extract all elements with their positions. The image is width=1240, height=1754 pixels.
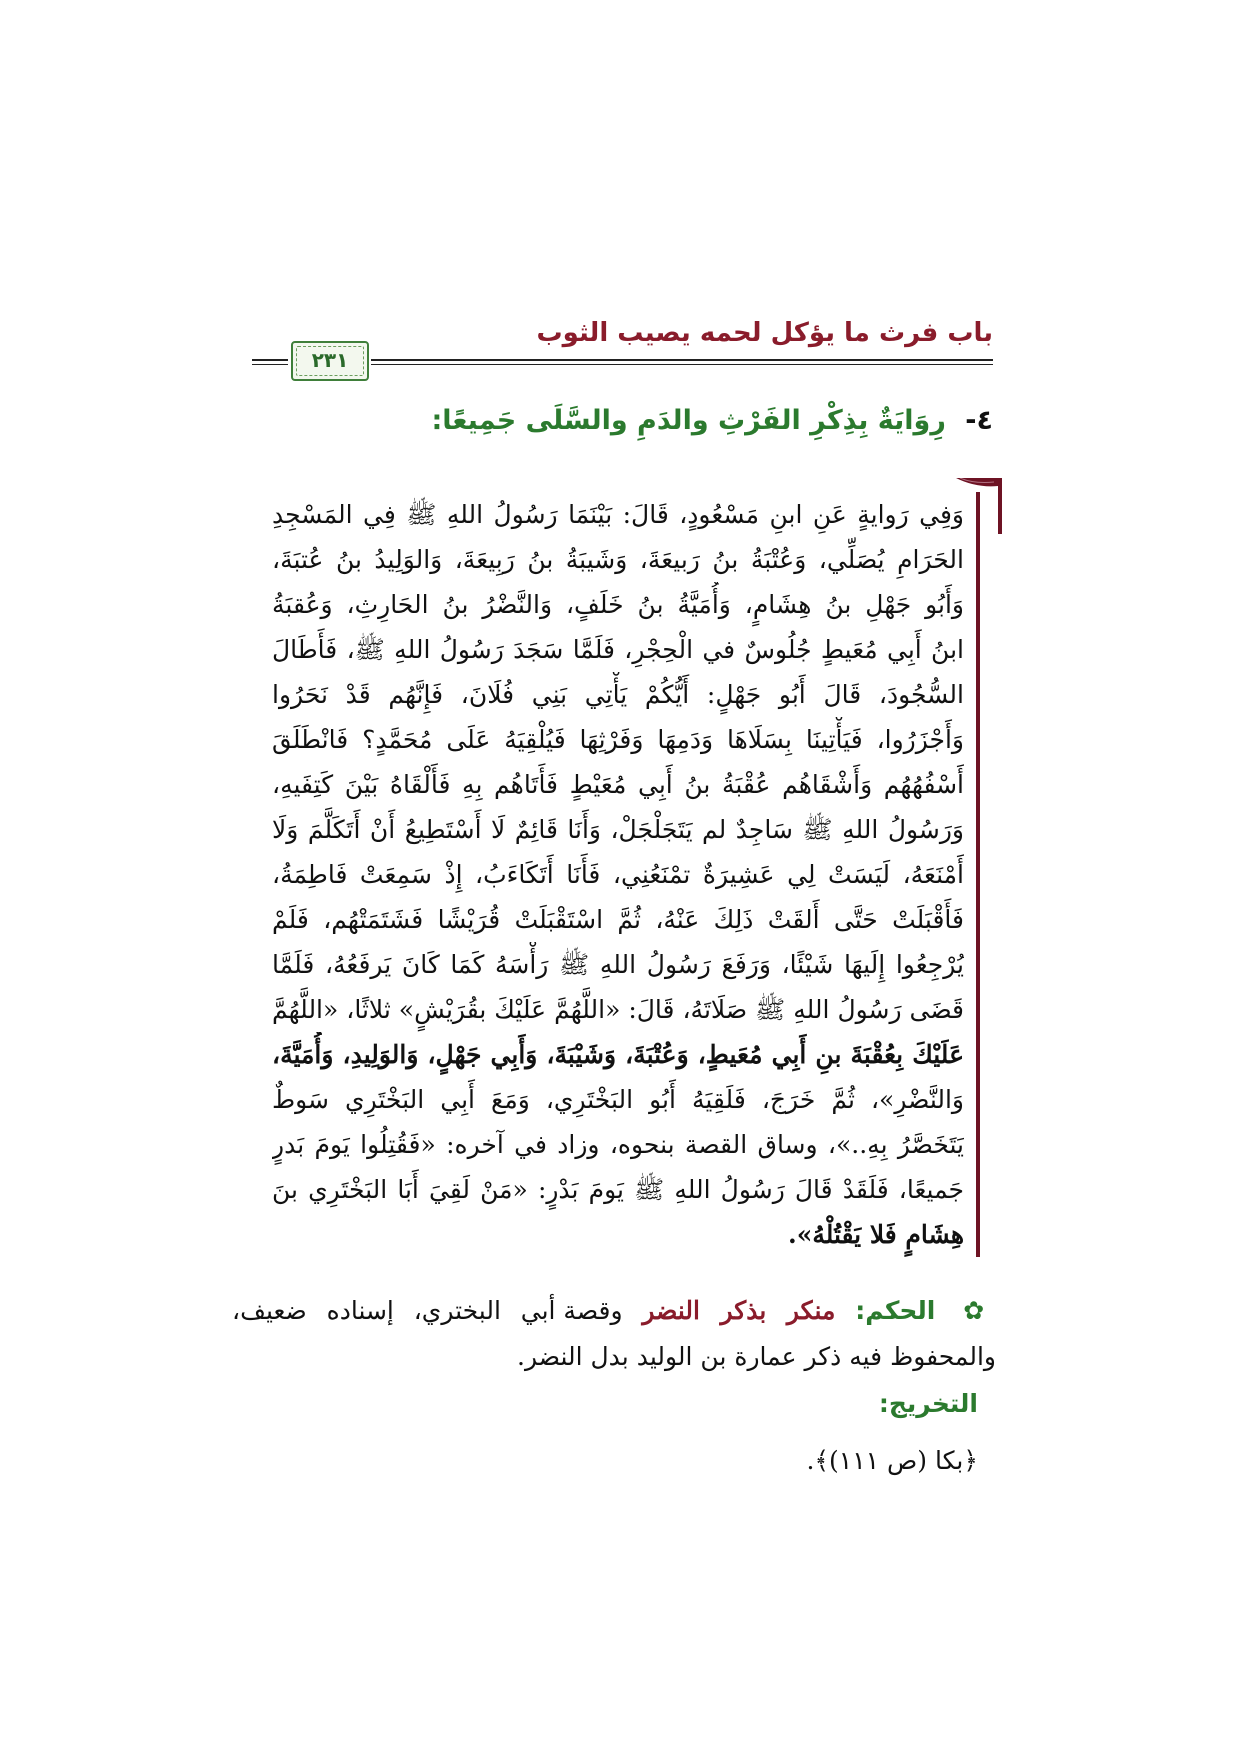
quote-line: يَتَخَصَّرُ بِهِ..»، وساق القصة بنحوه، وزاد في آخره: «فَقُتِلُوا يَومَ بَدرٍ [272, 1130, 964, 1159]
header-rule-thick [371, 359, 993, 361]
header-rule-thin [371, 364, 993, 365]
quote-line: الحَرَامِ يُصَلِّي، وَعُتْبَةُ بنُ رَبيعَةَ، وَشَيبَةُ بنُ رَبِيعَةَ، وَالوَلِيدُ بنُ عُتبَةَ، [272, 545, 964, 574]
quote-line: ابنُ أَبِي مُعَيطٍ جُلُوسٌ في الْحِجْرِ، فَلَمَّا سَجَدَ رَسُولُ اللهِ ﷺ، فَأَطَالَ [272, 635, 964, 664]
judgement-block [232, 1288, 996, 1380]
takhrij-heading: التخريج: [878, 1389, 978, 1418]
section-title: رِوَايَةٌ بِذِكْرِ الفَرْثِ والدَمِ والسَّلَى جَمِيعًا: [431, 405, 946, 436]
quote-line: وَأَبُو جَهْلِ بنُ هِشَامٍ، وَأُمَيَّةُ بنُ خَلَفٍ، وَالنَّضْرُ بنُ الحَارِثِ، وَعُقبَةُ [272, 590, 964, 619]
judgement-verdict: منكر بذكر النضر [642, 1296, 836, 1325]
page-number: ٢٣١ [311, 348, 349, 372]
judgement-label: الحكم: [855, 1296, 936, 1325]
header-rule-left-thick [252, 359, 288, 361]
page-number-badge [291, 341, 369, 381]
judgement-line-2: والمحفوظ فيه ذكر عمارة بن الوليد بدل النضر. [517, 1342, 996, 1371]
header-rule-left-thin [252, 364, 288, 365]
quote-line: فَأَقْبَلَتْ حَتَّى أَلقَتْ ذَلِكَ عَنْهُ، ثُمَّ اسْتَقْبَلَتْ قُرَيْشًا فَشَتَمَتْهُم، فَلَمْ [272, 905, 964, 934]
section-number: ٤- [965, 405, 993, 436]
quote-line: وَالنَّضْرِ»، ثُمَّ خَرَجَ، فَلَقِيَهُ أَبُو البَخْتَرِي، وَمَعَ أَبِي البَخْتَرِي سَوطٌ [272, 1085, 964, 1114]
quote-line: هِشَامٍ فَلا يَقْتُلْهُ». [787, 1220, 964, 1249]
takhrij-reference: ﴿بكا (ص ١١١)﴾. [806, 1446, 978, 1475]
section-heading [432, 405, 994, 436]
quote-line: يُرْجِعُوا إِلَيهَا شَيْئًا، وَرَفَعَ رَسُولُ اللهِ ﷺ رَأْسَهُ كَمَا كَانَ يَرفَعُهُ، فَلَمَّا [272, 950, 964, 979]
quote-line: أَمْنَعَهُ، لَيَسَتْ لِي عَشِيرَةٌ تمْنَعُنِي، فَأَنَا أَتَكَاءَبُ، إِذْ سَمِعَتْ فَاطِمَةُ، [272, 860, 964, 889]
quote-line: عَلَيْكَ بِعُقْبَةَ بنِ أَبِي مُعَيطٍ، وَعُتْبَةَ، وَشَيْبَةَ، وَأَبِي جَهْلٍ، وَالوَلِيدِ، وَأُمَيَّةَ، [272, 1040, 964, 1069]
quote-line: السُّجُودَ، قَالَ أَبُو جَهْلٍ: أَيُّكُمْ يَأْتِي بَنِي فُلَانَ، فَإِنَّهُم قَدْ نَحَرُوا [272, 680, 964, 709]
quote-line: أَسْفُهُهُم وَأَشْقَاهُم عُقْبَةُ بنُ أَبِي مُعَيْطٍ فَأَتَاهُم بِهِ فَأَلْقَاهُ بَيْنَ كَتِفَيهِ، [272, 770, 964, 799]
flower-icon: ✿ [963, 1296, 997, 1325]
quote-line: جَميعًا، فَلَقَدْ قَالَ رَسُولُ اللهِ ﷺ يَومَ بَدْرٍ: «مَنْ لَقِيَ أَبَا البَخْتَرِي بنَ [272, 1175, 964, 1204]
quote-line: وَفِي رَوايةٍ عَنِ ابنِ مَسْعُودٍ، قَالَ: بَيْنَمَا رَسُولُ اللهِ ﷺ فِي المَسْجِدِ [272, 500, 964, 529]
judgement-line [232, 1288, 996, 1334]
running-title: باب فرث ما يؤكل لحمه يصيب الثوب [536, 318, 993, 348]
quote-line: قَضَى رَسُولُ اللهِ ﷺ صَلَاتَهُ، قَالَ: «اللَّهُمَّ عَلَيْكَ بقُرَيْشٍ» ثلاثًا، «اللَّهُمَّ [272, 995, 964, 1024]
judgement-rest: وقصة أبي البختري، إسناده ضعيف، [232, 1296, 623, 1325]
quote-line: وَأَجْزَرُوا، فَيَأْتِينَا بِسَلَاهَا وَدَمِهَا وَفَرْثِهَا فَيُلْقِيَهُ عَلَى مُحَمَّدٍ؟ فَانْطَلَقَ [272, 725, 964, 754]
hadith-quote [272, 492, 980, 1257]
quote-line: وَرَسُولُ اللهِ ﷺ سَاجِدٌ لم يَتَجَلْجَلْ، وَأَنَا قَائِمٌ لَا أَسْتَطِيعُ أَنْ أَتَكَلَّمَ وَلَا [272, 815, 964, 844]
